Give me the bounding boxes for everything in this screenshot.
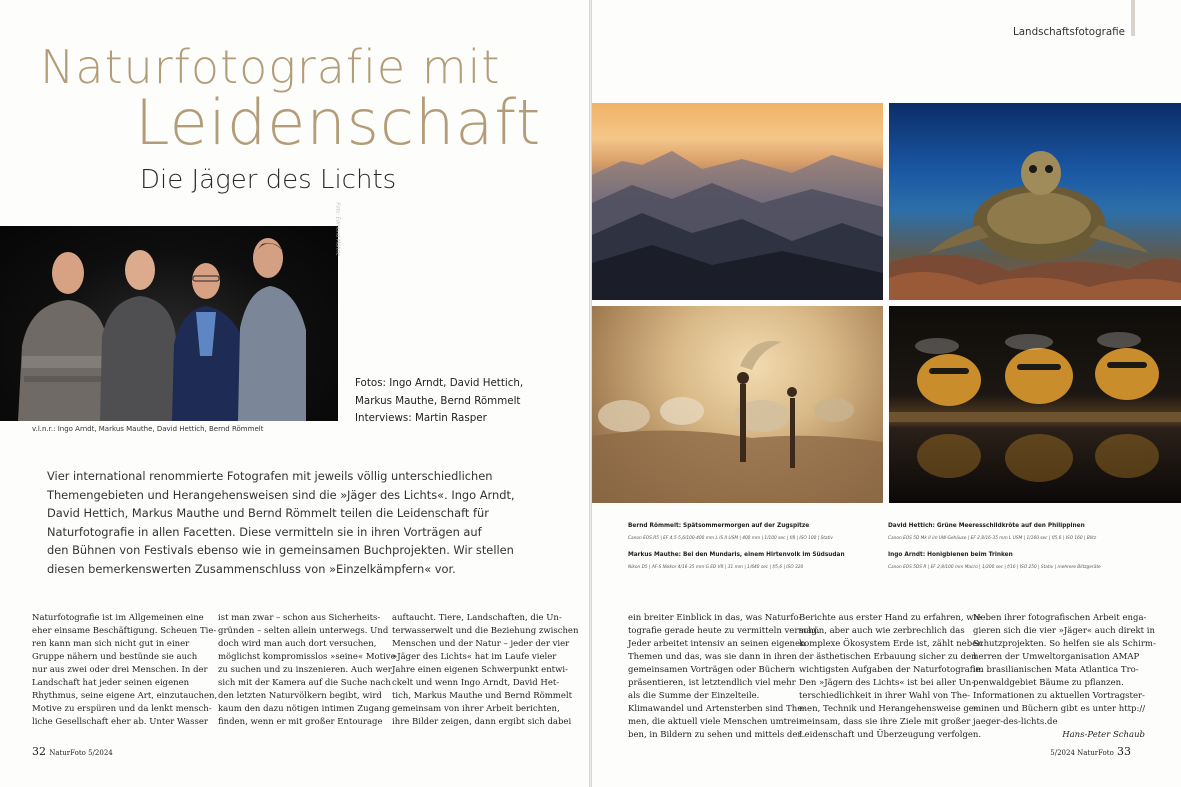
body-column-3 bbox=[392, 612, 578, 729]
magazine-issue: NaturFoto 5/2024 bbox=[49, 749, 113, 757]
text-line: gieren sich die vier »Jäger« auch direkt in bbox=[973, 626, 1155, 637]
subtitle: Die Jäger des Lichts bbox=[140, 165, 397, 195]
caption-title-bees: Ingo Arndt: Honigbienen beim Trinken bbox=[888, 552, 1013, 558]
text-line: als die Summe der Einzelteile. bbox=[628, 691, 760, 702]
cattle-herders-photo bbox=[592, 306, 883, 503]
text-line: nur aus zwei oder drei Menschen. In der bbox=[32, 665, 208, 676]
text-line: zu suchen und zu inszenieren. Auch wer bbox=[218, 665, 392, 676]
text-line: penwaldgebiet Bäume zu pflanzen. bbox=[973, 678, 1124, 689]
text-line: »Jäger des Lichts« hat im Laufe vieler bbox=[392, 652, 557, 663]
honeybees-photo bbox=[889, 306, 1181, 503]
credit-line: Fotos: Ingo Arndt, David Hettich, bbox=[355, 377, 524, 389]
text-line: ist man zwar – schon aus Sicherheits- bbox=[218, 613, 381, 623]
text-line: im brasilianischen Mata Atlantica Tro- bbox=[973, 665, 1139, 676]
text-line: Jahre einen eigenen Schwerpunkt entwi- bbox=[392, 665, 568, 676]
text-line: ihre Bilder zeigen, dann ergibt sich dabei bbox=[392, 717, 572, 728]
text-line: Landschaft hat jeder seinen eigenen bbox=[32, 678, 190, 689]
right-page bbox=[592, 0, 1181, 787]
text-line: Neben ihrer fotografischen Arbeit enga- bbox=[973, 613, 1147, 623]
mountain-illustration bbox=[592, 103, 883, 300]
text-line: Leidenschaft und Überzeugung verfolgen. bbox=[799, 730, 982, 741]
caption-detail-herders: Nikon D5 | AF-S Nikkor 4/16-35 mm G ED VR | 31 mm | 1/640 sec | f/5,6 | ISO 320 bbox=[628, 565, 804, 570]
caption-title-herders: Markus Mauthe: Bei den Mundaris, einem Hirtenvolk im Südsudan bbox=[628, 552, 845, 558]
photo-credit: Foto: Edmund Möhrle bbox=[335, 202, 341, 256]
text-line: schön, aber auch wie zerbrechlich das bbox=[799, 626, 965, 637]
text-line: terwasserwelt und die Beziehung zwischen bbox=[392, 626, 579, 637]
text-line: minen und Büchern gibt es unter http:// bbox=[973, 704, 1146, 715]
text-line: den letzten Naturvölkern begibt, wird bbox=[218, 691, 382, 702]
text-line: Gruppe nähern und bestünde sie auch bbox=[32, 652, 198, 663]
text-line: sich mit der Kamera auf die Suche nach bbox=[218, 678, 391, 689]
title-line-2: Leidenschaft bbox=[135, 86, 542, 159]
text-line: ren kann man sich nicht gut in einer bbox=[32, 639, 190, 650]
text-line: Klimawandel und Artensterben sind The- bbox=[628, 704, 806, 715]
group-portrait-illustration bbox=[0, 226, 338, 421]
text-line: Motive zu erspüren und da lenkt mensch- bbox=[32, 704, 212, 715]
caption-detail-bees: Canon EOS 5DS R | EF 2,8/100 mm Macro | 1/200 sec | f/16 | ISO 250 | Stativ | mehrere Blitzgeräte bbox=[888, 565, 1101, 570]
text-line: herren der Umweltorganisation AMAP bbox=[973, 652, 1140, 663]
text-line: komplexe Ökosystem Erde ist, zählt neben bbox=[799, 639, 983, 650]
text-line: auftaucht. Tiere, Landschaften, die Un- bbox=[392, 613, 562, 623]
text-line: Rhythmus, seine eigene Art, einzutauchen, bbox=[32, 691, 218, 702]
text-line: tografie gerade heute zu vermitteln vermag. bbox=[628, 626, 820, 637]
text-line: Berichte aus erster Hand zu erfahren, wie bbox=[799, 613, 982, 623]
text-line: tich, Markus Mauthe und Bernd Römmelt bbox=[392, 691, 573, 702]
caption-detail-mountains: Canon EOS R5 | EF 4,5-5,6/100-400 mm L IS II USM | 400 mm | 1/100 sec | f/8 | ISO 100 | Stativ bbox=[628, 536, 833, 541]
article-credits bbox=[355, 375, 523, 428]
page-number: 33 bbox=[1117, 745, 1131, 758]
sea-turtle-illustration bbox=[889, 103, 1181, 300]
text-line: Informationen zu aktuellen Vortragster- bbox=[973, 691, 1145, 702]
sea-turtle-photo bbox=[889, 103, 1181, 300]
text-line: präsentieren, ist letztendlich viel mehr bbox=[628, 678, 796, 689]
mountain-landscape-photo bbox=[592, 103, 883, 300]
text-line: terschiedlichkeit in ihrer Wahl von The- bbox=[799, 691, 971, 702]
group-portrait-photo bbox=[0, 202, 341, 421]
credit-line: Interviews: Martin Rasper bbox=[355, 412, 487, 424]
text-line: Schutzprojekten. So helfen sie als Schirm- bbox=[973, 639, 1156, 650]
text-line: men, Technik und Herangehensweise ge- bbox=[799, 704, 977, 715]
text-line: kaum den dazu nötigen intimen Zugang bbox=[218, 704, 391, 715]
intro-line: Themengebieten und Herangehensweisen sind die »Jäger des Lichts«. Ingo Arndt, bbox=[47, 487, 515, 502]
text-line: eher einsame Beschäftigung. Scheuen Tie- bbox=[32, 626, 217, 637]
text-line: Menschen und der Natur – jeder der vier bbox=[392, 639, 570, 650]
body-column-2 bbox=[218, 612, 396, 729]
text-line: ckelt und wenn Ingo Arndt, David Het- bbox=[392, 678, 560, 689]
bees-illustration bbox=[889, 306, 1181, 503]
text-line: finden, wenn er mit großer Entourage bbox=[218, 717, 383, 728]
text-line: möglichst kompromisslos »seine« Motive bbox=[218, 652, 396, 663]
caption-detail-turtle: Canon EOS 5D Mk II im UW-Gehäuse | EF 2,8/16-35 mm L USM | 1/160 sec | f/5,6 | ISO 160 | Blitz bbox=[888, 536, 1097, 541]
text-line: gemeinsam von ihrer Arbeit berichten, bbox=[392, 704, 560, 715]
magazine-issue: 5/2024 NaturFoto bbox=[1050, 749, 1114, 757]
author-byline: Hans-Peter Schaub bbox=[1062, 730, 1145, 741]
text-line: Naturfotografie ist im Allgemeinen eine bbox=[32, 613, 204, 623]
left-page bbox=[0, 0, 589, 787]
page-folio-right bbox=[1050, 745, 1131, 758]
page-number: 32 bbox=[32, 745, 46, 758]
text-line: Themen und das, was sie dann in ihren bbox=[628, 652, 797, 663]
caption-title-turtle: David Hettich: Grüne Meeresschildkröte auf den Philippinen bbox=[888, 523, 1085, 529]
text-line: der ästhetischen Erbauung sicher zu den bbox=[799, 652, 977, 663]
text-line: Jeder arbeitet intensiv an seinen eigenen bbox=[628, 639, 806, 650]
page-folio-left bbox=[32, 745, 113, 758]
text-line: meinsam, dass sie ihre Ziele mit großer bbox=[799, 717, 971, 728]
intro-line: David Hettich, Markus Mauthe und Bernd Römmelt teilen die Leidenschaft für bbox=[47, 506, 489, 520]
text-line: gründen – selten allein unterwegs. Und bbox=[218, 626, 389, 637]
text-line: Den »Jägern des Lichts« ist bei aller Un- bbox=[799, 678, 975, 689]
body-column-1 bbox=[32, 612, 217, 729]
text-line: doch wird man auch dort versuchen, bbox=[218, 639, 377, 650]
text-line: jaeger-des-lichts.de bbox=[973, 717, 1058, 728]
herders-illustration bbox=[592, 306, 883, 503]
group-photo-caption: v.l.n.r.: Ingo Arndt, Markus Mauthe, David Hettich, Bernd Römmelt bbox=[32, 425, 264, 433]
caption-title-mountains: Bernd Römmelt: Spätsommermorgen auf der Zugspitze bbox=[628, 523, 810, 529]
body-column-6 bbox=[973, 612, 1156, 742]
body-column-5 bbox=[799, 612, 983, 742]
intro-line: Naturfotografie in allen Facetten. Diese vermitteln sie in ihren Vorträgen auf bbox=[47, 524, 482, 539]
text-line: wichtigsten Aufgaben der Naturfotografie. bbox=[799, 665, 984, 676]
section-label: Landschaftsfotografie bbox=[1013, 26, 1125, 38]
intro-paragraph bbox=[47, 467, 552, 578]
intro-line: den Bühnen von Festivals ebenso wie in gemeinsamen Buchprojekten. Wir stellen bbox=[47, 543, 514, 557]
text-line: gemeinsamen Vorträgen oder Büchern bbox=[628, 665, 796, 676]
text-line: men, die aktuell viele Menschen umtrei- bbox=[628, 717, 802, 728]
credit-line: Markus Mauthe, Bernd Römmelt bbox=[355, 394, 521, 407]
section-marker bbox=[1131, 0, 1135, 36]
title-line-1: Naturfotografie mit bbox=[40, 40, 501, 94]
text-line: liche Gesellschaft eher ab. Unter Wasser bbox=[32, 717, 208, 728]
body-column-4 bbox=[628, 612, 820, 742]
text-line: ben, in Bildern zu sehen und mittels der bbox=[628, 730, 802, 741]
text-line: ein breiter Einblick in das, was Naturfo- bbox=[628, 613, 802, 623]
intro-line: diesen bemerkenswerten Zusammenschluss von »Einzelkämpfern« vor. bbox=[47, 561, 456, 576]
intro-line: Vier international renommierte Fotografen mit jeweils völlig unterschiedlichen bbox=[47, 469, 493, 483]
